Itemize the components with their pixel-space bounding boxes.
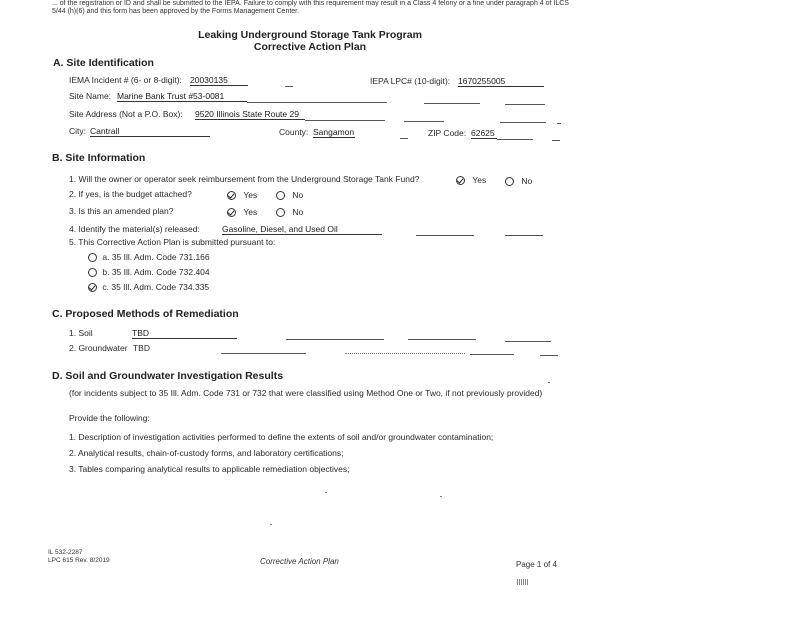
groundwater-field[interactable]: TBD	[132, 343, 150, 353]
iema-label: IEMA Incident # (6- or 8-digit):	[69, 75, 182, 85]
page-number: Page 1 of 4	[516, 560, 557, 569]
underline	[221, 353, 306, 354]
form-revision: LPC 615 Rev. 8/2019	[48, 557, 110, 564]
underline	[540, 355, 558, 356]
q3-yes-option[interactable]	[227, 207, 257, 217]
section-c-heading: C. Proposed Methods of Remediation	[52, 308, 239, 320]
underline	[416, 235, 474, 236]
iepa-field[interactable]: 1670255005	[458, 76, 544, 87]
option-b-radio[interactable]	[88, 268, 97, 277]
soil-label: 1. Soil	[69, 328, 93, 338]
section-a-heading: A. Site Identification	[53, 57, 154, 69]
underline	[408, 339, 476, 340]
soil-field[interactable]: TBD	[132, 328, 237, 339]
option-b[interactable]	[88, 267, 210, 277]
underline	[505, 104, 545, 105]
investigation-item-2: 2. Analytical results, chain-of-custody forms, and laboratory certifications;	[69, 448, 344, 458]
q3-text: 3. Is this an amended plan?	[69, 206, 174, 216]
q5-text: 5. This Corrective Action Plan is submitted pursuant to:	[69, 237, 276, 247]
footer-title: Corrective Action Plan	[260, 557, 339, 566]
q1-text: 1. Will the owner or operator seek reimbursement from the Underground Storage Tank Fund?	[69, 174, 420, 184]
county-field[interactable]: Sangamon	[313, 127, 355, 137]
underline	[424, 103, 480, 104]
materials-field[interactable]: Gasoline, Diesel, and Used Oil	[222, 224, 382, 235]
city-label: City:	[69, 126, 86, 136]
q2-yes-option[interactable]	[227, 190, 257, 200]
groundwater-label	[69, 343, 150, 353]
scan-speck	[325, 492, 327, 493]
scan-speck	[270, 524, 272, 525]
option-a-radio[interactable]	[88, 253, 97, 262]
underline	[400, 138, 408, 139]
underline	[286, 339, 384, 340]
site-name-field[interactable]: Marine Bank Trust #53-0081	[117, 91, 247, 102]
q2-no-label: No	[292, 190, 304, 200]
underline	[505, 341, 551, 342]
underline	[505, 235, 543, 236]
underline	[557, 123, 561, 124]
zip-field[interactable]: 62625	[471, 128, 497, 139]
q2-yes-radio[interactable]	[227, 191, 236, 200]
investigation-note: (for incidents subject to 35 Ill. Adm. Code 731 or 732 that were classified using Method One or Two, if not previously provided)	[69, 388, 543, 398]
scan-speck	[440, 496, 442, 497]
site-address-field[interactable]: 9520 Illinois State Route 29	[195, 109, 305, 120]
underline	[404, 121, 444, 122]
investigation-item-1: 1. Description of investigation activities performed to define the extents of soil and/or groundwater contamination;	[69, 432, 494, 442]
provide-text: Provide the following:	[69, 413, 150, 423]
q1-yes-radio[interactable]	[456, 176, 465, 185]
q2-no-radio[interactable]	[276, 191, 285, 200]
q1-no-label: No	[521, 176, 533, 186]
underline	[497, 139, 533, 140]
q1-yes-option[interactable]	[456, 175, 486, 185]
zip-label: ZIP Code:	[428, 128, 467, 138]
underline	[247, 102, 387, 103]
q1-no-option[interactable]	[505, 176, 532, 186]
form-id: IL 532-2287	[48, 549, 83, 556]
top-notice: ... of the registration or ID and shall be submitted to the IEPA. Failure to comply with this requirement may result in a Class 4 felony or a fine under paragraph 4 of ILCS 5/44 (h)(6) and this form has been approved by the Forms Management Center.	[52, 0, 569, 15]
option-b-label: b. 35 Ill. Adm. Code 732.404	[102, 267, 210, 277]
groundwater-label-text: 2. Groundwater	[69, 343, 128, 353]
iepa-label: IEPA LPC# (10-digit):	[370, 76, 451, 86]
q3-no-label: No	[292, 207, 304, 217]
option-a[interactable]	[88, 252, 210, 262]
q3-yes-radio[interactable]	[227, 208, 236, 217]
site-address-label: Site Address (Not a P.O. Box):	[69, 109, 183, 119]
site-name-label: Site Name:	[69, 91, 112, 101]
q2-text: 2. If yes, is the budget attached?	[69, 189, 192, 199]
underline	[500, 122, 546, 123]
investigation-item-3: 3. Tables comparing analytical results to applicable remediation objectives;	[69, 464, 350, 474]
q1-no-radio[interactable]	[505, 177, 514, 186]
form-subtitle: Corrective Action Plan	[253, 41, 367, 53]
q2-no-option[interactable]	[276, 190, 303, 200]
option-c-radio[interactable]	[88, 283, 97, 292]
q3-yes-label: Yes	[243, 207, 258, 217]
underline	[470, 354, 514, 355]
section-d-heading: D. Soil and Groundwater Investigation Results	[52, 370, 284, 382]
iema-field[interactable]: 20030135	[190, 75, 248, 86]
form-title: Leaking Underground Storage Tank Program	[198, 29, 422, 41]
option-a-label: a. 35 Ill. Adm. Code 731.166	[102, 252, 210, 262]
dotted-line	[345, 353, 465, 354]
q3-no-option[interactable]	[276, 207, 303, 217]
section-b-heading: B. Site Information	[52, 152, 146, 164]
option-c[interactable]	[88, 282, 209, 292]
q3-no-radio[interactable]	[276, 208, 285, 217]
underline	[285, 86, 293, 87]
q4-text: 4. Identify the material(s) released:	[69, 224, 200, 234]
city-field[interactable]: Cantrall	[90, 126, 210, 137]
county-label: County:	[279, 127, 309, 137]
scan-speck	[548, 382, 550, 383]
option-c-label: c. 35 Ill. Adm. Code 734.335	[102, 282, 210, 292]
barcode-mark	[517, 579, 529, 585]
underline	[552, 140, 560, 141]
q1-yes-label: Yes	[472, 175, 487, 185]
underline	[305, 120, 385, 121]
q2-yes-label: Yes	[243, 190, 258, 200]
